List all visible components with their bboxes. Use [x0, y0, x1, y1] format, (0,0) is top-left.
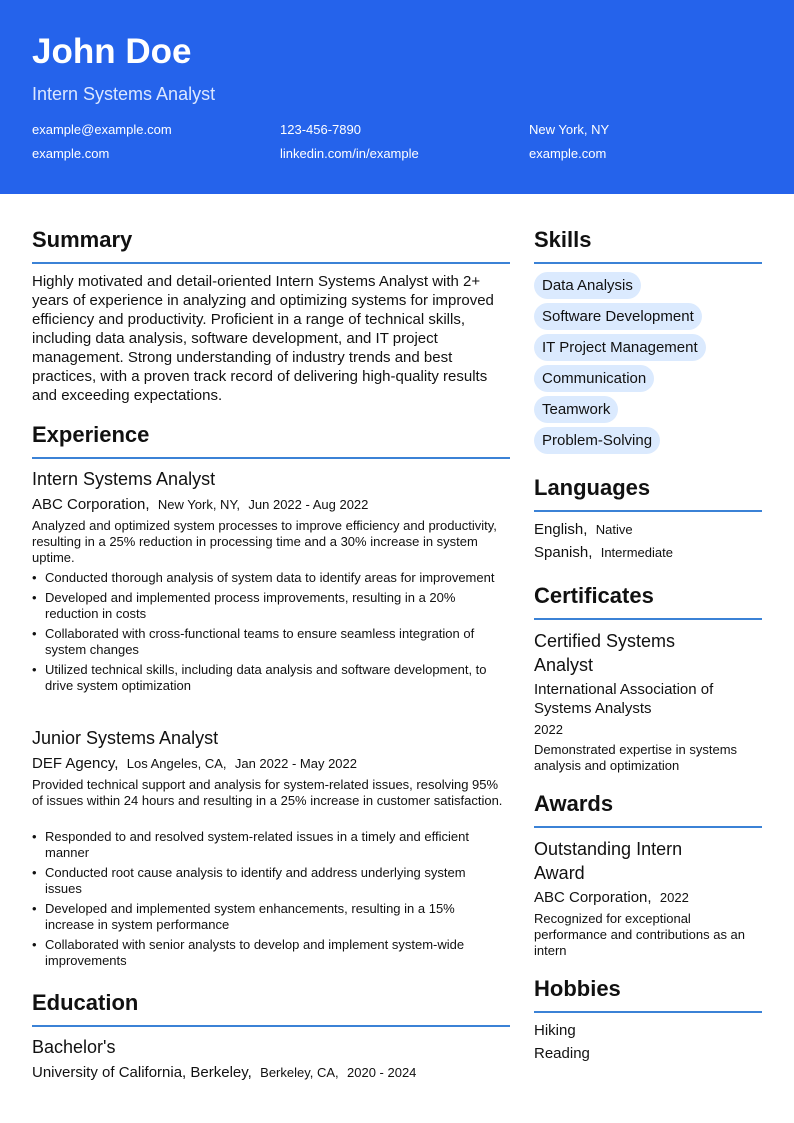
education-location: Berkeley, CA,	[260, 1065, 339, 1080]
job-bullets	[32, 570, 506, 698]
education-divider	[32, 1025, 510, 1027]
resume-header	[0, 0, 794, 194]
job-title: Junior Systems Analyst	[32, 728, 219, 748]
job-bullets	[32, 829, 506, 973]
education-dates: 2020 - 2024	[347, 1065, 417, 1080]
skills-divider	[534, 262, 762, 264]
job-dates: Jun 2022 - Aug 2022	[248, 497, 369, 512]
languages-divider	[534, 510, 762, 512]
contact-linkedin[interactable]: linkedin.com/in/example	[280, 146, 419, 161]
job-bullet: • Collaborated with cross-functional teams to ensure seamless integration of system changes	[32, 626, 506, 658]
skill-chip: Communication	[534, 365, 654, 392]
certificate-issuer: International Association of Systems Analysts	[534, 681, 714, 717]
certificate-year: 2022	[534, 722, 563, 737]
summary-heading: Summary	[32, 227, 133, 252]
certificate-title: Certified Systems Analyst	[534, 631, 676, 675]
candidate-title: Intern Systems Analyst	[32, 84, 216, 104]
award-year: 2022	[659, 890, 689, 905]
job-title: Intern Systems Analyst	[32, 469, 216, 489]
certificate-description: Demonstrated expertise in systems analysis and optimization	[534, 742, 738, 773]
hobby-item: Hiking	[534, 1022, 576, 1039]
job-company: DEF Agency,	[32, 755, 119, 772]
candidate-name: John Doe	[32, 32, 192, 71]
award-title: Outstanding Intern Award	[534, 839, 683, 883]
education-degree: Bachelor's	[32, 1037, 116, 1057]
language-level: Native	[595, 522, 633, 537]
education-heading: Education	[32, 990, 139, 1015]
certificates-heading: Certificates	[534, 583, 654, 608]
job-bullet: • Developed and implemented system enhancements, resulting in a 15% increase in system performance	[32, 901, 506, 933]
contact-website-2[interactable]: example.com	[529, 146, 607, 161]
award-issuer: ABC Corporation,	[534, 889, 652, 906]
hobbies-divider	[534, 1011, 762, 1013]
job-location: New York, NY,	[157, 497, 241, 512]
education-school: University of California, Berkeley,	[32, 1064, 252, 1081]
skill-chip: Problem-Solving	[534, 427, 660, 454]
language-name: Spanish,	[534, 544, 593, 561]
skill-chip: Software Development	[534, 303, 702, 330]
job-bullet: • Utilized technical skills, including data analysis and software development, to drive system optimization	[32, 662, 506, 694]
job-dates: Jan 2022 - May 2022	[234, 756, 357, 771]
education-meta	[32, 1063, 416, 1082]
job-description: Provided technical support and analysis for system-related issues, resolving 95% of issues within 24 hours and resulting in a 25% increase in customer satisfaction.	[32, 777, 503, 808]
contact-location: New York, NY	[529, 122, 610, 137]
job-location: Los Angeles, CA,	[126, 756, 227, 771]
certificates-divider	[534, 618, 762, 620]
job-description: Analyzed and optimized system processes to improve efficiency and productivity, resulting in a 25% reduction in processing time and a 30% increase in system uptime.	[32, 518, 497, 565]
language-name: English,	[534, 521, 588, 538]
job-meta	[32, 495, 368, 514]
job-company: ABC Corporation,	[32, 496, 150, 513]
skill-chip: IT Project Management	[534, 334, 706, 361]
job-bullet: • Collaborated with senior analysts to develop and implement system-wide improvements	[32, 937, 506, 969]
job-meta	[32, 754, 357, 773]
contact-email[interactable]: example@example.com	[32, 122, 172, 137]
languages-heading: Languages	[534, 475, 651, 500]
job-bullet: • Responded to and resolved system-related issues in a timely and efficient manner	[32, 829, 506, 861]
award-description: Recognized for exceptional performance and contributions as an intern	[534, 911, 746, 958]
skill-chip: Teamwork	[534, 396, 618, 423]
contact-website[interactable]: example.com	[32, 146, 110, 161]
job-bullet: • Conducted thorough analysis of system data to identify areas for improvement	[32, 570, 506, 586]
job-bullet: • Conducted root cause analysis to identify and address underlying system issues	[32, 865, 506, 897]
award-meta	[534, 888, 689, 907]
language-level: Intermediate	[600, 545, 673, 560]
skill-chip: Data Analysis	[534, 272, 641, 299]
contact-phone[interactable]: 123-456-7890	[280, 122, 361, 137]
hobbies-heading: Hobbies	[534, 976, 621, 1001]
awards-divider	[534, 826, 762, 828]
skills-heading: Skills	[534, 227, 592, 252]
job-bullet: • Developed and implemented process improvements, resulting in a 20% reduction in costs	[32, 590, 506, 622]
summary-text: Highly motivated and detail-oriented Intern Systems Analyst with 2+ years of experience in analyzing and optimizing systems for improved efficiency and productivity. Proficient in a range of technical skills, including data analysis, software development, and IT project management. Strong understanding of industry trends and best practices, with a proven track record of delivering high-quality results and exceeding expectations.	[32, 273, 494, 404]
experience-heading: Experience	[32, 422, 150, 447]
hobby-item: Reading	[534, 1045, 590, 1062]
experience-divider	[32, 457, 510, 459]
summary-divider	[32, 262, 510, 264]
language-item	[534, 543, 673, 562]
language-item	[534, 520, 633, 539]
awards-heading: Awards	[534, 791, 614, 816]
